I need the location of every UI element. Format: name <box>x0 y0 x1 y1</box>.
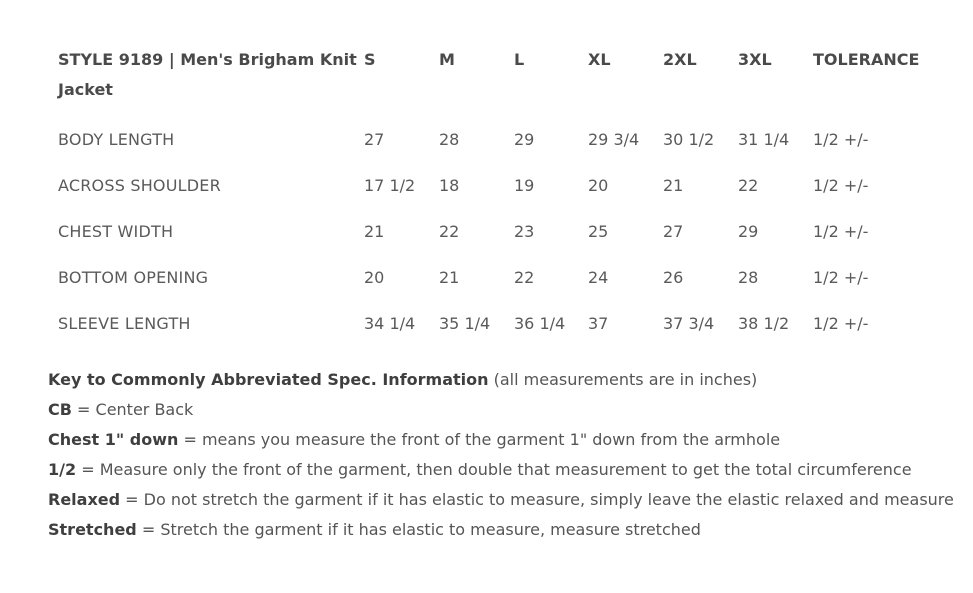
table-cell: 22 <box>439 222 460 241</box>
table-cell: 35 1/4 <box>439 314 491 333</box>
key-term: 1/2 <box>48 460 77 479</box>
key-definition: = Measure only the front of the garment, then double that measurement to get the total circumference <box>76 460 912 479</box>
size-header-m: M <box>439 50 455 69</box>
key-definition: = Stretch the garment if it has elastic to measure, measure stretched <box>136 520 701 539</box>
key-item <box>48 455 968 485</box>
table-cell: 19 <box>514 176 535 195</box>
table-cell: 27 <box>663 222 684 241</box>
table-row <box>48 163 923 209</box>
tolerance-cell: 1/2 +/- <box>813 314 869 333</box>
size-header-xl: XL <box>588 50 611 69</box>
table-cell: 17 1/2 <box>364 176 416 195</box>
table-cell: 21 <box>663 176 684 195</box>
table-cell: 34 1/4 <box>364 314 416 333</box>
table-cell: 28 <box>738 268 759 287</box>
key-term: Relaxed <box>48 490 121 509</box>
size-header-s: S <box>364 50 376 69</box>
abbreviation-key <box>48 365 968 545</box>
measurement-label: BOTTOM OPENING <box>58 268 209 287</box>
table-cell: 21 <box>364 222 385 241</box>
table-cell: 31 1/4 <box>738 130 790 149</box>
tolerance-header: TOLERANCE <box>813 50 920 69</box>
tolerance-cell: 1/2 +/- <box>813 130 869 149</box>
tolerance-cell: 1/2 +/- <box>813 176 869 195</box>
table-cell: 36 1/4 <box>514 314 566 333</box>
table-cell: 22 <box>514 268 535 287</box>
key-item <box>48 515 968 545</box>
table-cell: 18 <box>439 176 460 195</box>
table-row <box>48 117 923 163</box>
table-row <box>48 209 923 255</box>
table-cell: 20 <box>364 268 385 287</box>
key-title-line <box>48 365 968 395</box>
measurement-label: SLEEVE LENGTH <box>58 314 191 333</box>
table-header-row <box>48 42 923 117</box>
table-cell: 37 <box>588 314 609 333</box>
tolerance-cell: 1/2 +/- <box>813 222 869 241</box>
key-item <box>48 425 968 455</box>
table-cell: 21 <box>439 268 460 287</box>
key-term: Chest 1" down <box>48 430 179 449</box>
size-header-3xl: 3XL <box>738 50 772 69</box>
table-cell: 28 <box>439 130 460 149</box>
key-title: Key to Commonly Abbreviated Spec. Information <box>48 370 489 389</box>
key-definition: = means you measure the front of the garment 1" down from the armhole <box>178 430 781 449</box>
table-cell: 23 <box>514 222 535 241</box>
tolerance-cell: 1/2 +/- <box>813 268 869 287</box>
key-definition: = Center Back <box>71 400 194 419</box>
key-title-note: (all measurements are in inches) <box>488 370 758 389</box>
key-term: Stretched <box>48 520 137 539</box>
key-item <box>48 485 968 515</box>
table-cell: 25 <box>588 222 609 241</box>
table-cell: 24 <box>588 268 609 287</box>
table-cell: 22 <box>738 176 759 195</box>
table-cell: 37 3/4 <box>663 314 715 333</box>
table-cell: 20 <box>588 176 609 195</box>
table-cell: 29 <box>738 222 759 241</box>
size-header-2xl: 2XL <box>663 50 697 69</box>
table-cell: 29 <box>514 130 535 149</box>
style-title-header: STYLE 9189 | Men's Brigham Knit Jacket <box>58 50 357 99</box>
key-definition: = Do not stretch the garment if it has elastic to measure, simply leave the elastic relaxed and measure <box>120 490 954 509</box>
size-spec-table <box>48 42 923 347</box>
measurement-label: CHEST WIDTH <box>58 222 174 241</box>
key-item <box>48 395 968 425</box>
table-cell: 29 3/4 <box>588 130 640 149</box>
table-cell: 30 1/2 <box>663 130 715 149</box>
measurement-label: ACROSS SHOULDER <box>58 176 221 195</box>
table-row <box>48 301 923 347</box>
table-cell: 27 <box>364 130 385 149</box>
table-cell: 26 <box>663 268 684 287</box>
table-row <box>48 255 923 301</box>
size-header-l: L <box>514 50 525 69</box>
measurement-label: BODY LENGTH <box>58 130 175 149</box>
key-term: CB <box>48 400 72 419</box>
table-cell: 38 1/2 <box>738 314 790 333</box>
